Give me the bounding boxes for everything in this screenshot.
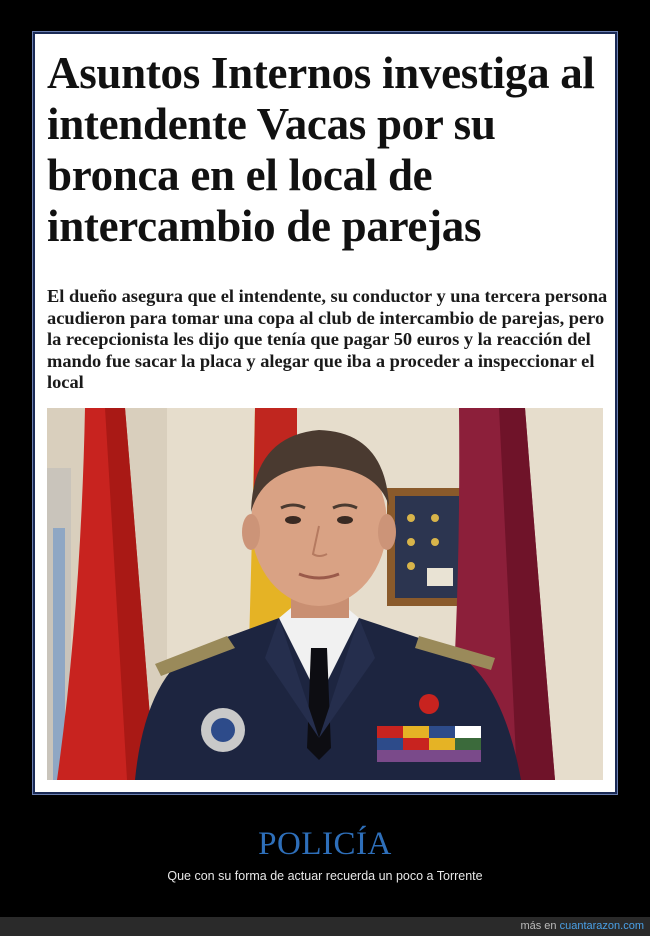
caption-text: Que con su forma de actuar recuerda un poco a Torrente (167, 869, 483, 883)
footer-credit (520, 920, 644, 932)
caption-title: POLICÍA (258, 826, 392, 862)
officer-illustration (47, 408, 603, 780)
article-subtitle: El dueño asegura que el intendente, su conductor y una tercera persona acudieron para tomar una copa al club de intercambio de parejas, pero la recepcionista les dijo que tenía que pagar 50 euros y la reacción del mando fue sacar la placa y alegar que iba a proceder a inspeccionar el local (47, 286, 608, 392)
news-card (33, 32, 617, 794)
footer-bar (0, 917, 650, 936)
site-link[interactable]: cuantarazon.com (559, 920, 644, 932)
officer-photo (47, 408, 603, 780)
footer-prefix: más en (520, 920, 557, 932)
headline: Asuntos Internos investiga al intendente Vacas por su bronca en el local de intercambio de parejas (47, 48, 595, 251)
